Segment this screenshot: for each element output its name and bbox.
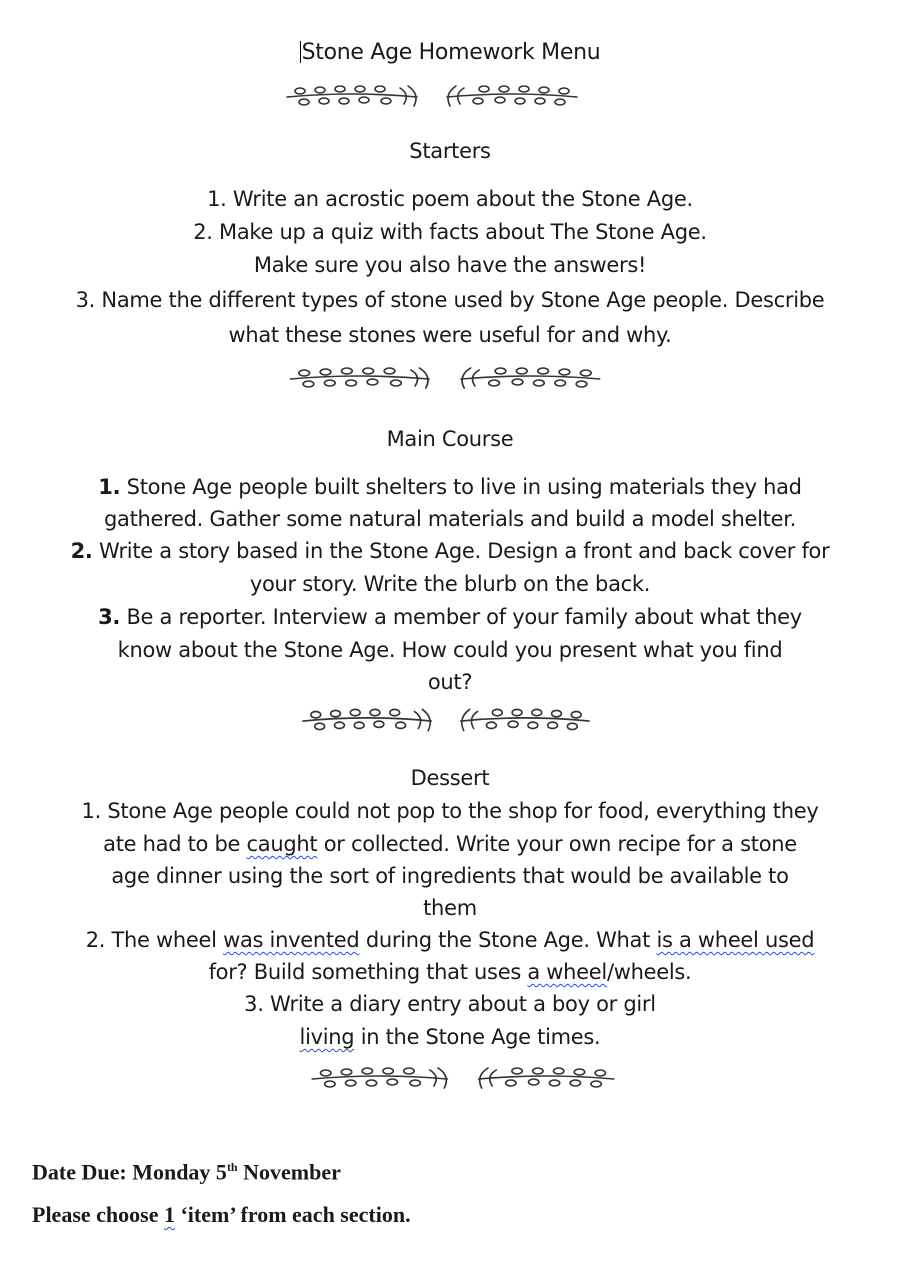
starters-item-3-cont: what these stones were useful for and why. bbox=[228, 323, 672, 347]
starters-item-2: 2. Make up a quiz with facts about The Stone Age. bbox=[193, 220, 707, 244]
main-course-item-1: 1. Stone Age people built shelters to live in using materials they had bbox=[98, 475, 802, 499]
main-course-item-3-cont: know about the Stone Age. How could you present what you find bbox=[117, 638, 783, 662]
dessert-item-1-cont2: age dinner using the sort of ingredients that would be available to bbox=[111, 864, 789, 888]
spellcheck-underline[interactable]: living bbox=[299, 1025, 355, 1049]
main-course-item-2-cont: your story. Write the blurb on the back. bbox=[249, 572, 651, 596]
dessert-item-3-cont: living in the Stone Age times. bbox=[299, 1025, 601, 1049]
laurel-vine-divider-icon bbox=[282, 80, 582, 112]
dessert-item-1: 1. Stone Age people could not pop to the shop for food, everything they bbox=[81, 799, 819, 823]
laurel-vine-divider-icon bbox=[298, 703, 594, 737]
dessert-item-2-cont: for? Build something that uses a wheel/wheels. bbox=[208, 960, 692, 984]
starters-item-1: 1. Write an acrostic poem about the Stone Age. bbox=[207, 187, 693, 211]
dessert-item-1-cont: ate had to be caught or collected. Write your own recipe for a stone bbox=[103, 832, 797, 856]
date-due: Date Due: Monday 5th November bbox=[32, 1159, 341, 1185]
main-course-heading: Main Course bbox=[386, 427, 514, 451]
main-course-item-3: 3. Be a reporter. Interview a member of your family about what they bbox=[98, 605, 802, 629]
laurel-vine-divider-icon bbox=[285, 362, 605, 394]
dessert-item-1-cont3: them bbox=[423, 896, 477, 920]
dessert-item-2: 2. The wheel was invented during the Stone Age. What is a wheel used bbox=[85, 928, 815, 952]
spellcheck-underline[interactable]: was invented bbox=[223, 928, 360, 952]
page-title: Stone Age Homework Menu bbox=[301, 40, 601, 65]
spellcheck-underline[interactable]: 1 bbox=[163, 1202, 175, 1227]
main-course-item-2: 2. Write a story based in the Stone Age. Design a front and back cover for bbox=[70, 539, 830, 563]
choose-instruction: Please choose 1 ‘item’ from each section. bbox=[32, 1202, 411, 1227]
starters-item-3: 3. Name the different types of stone used by Stone Age people. Describe bbox=[75, 288, 825, 312]
text-cursor bbox=[300, 41, 301, 63]
starters-item-2-cont: Make sure you also have the answers! bbox=[253, 253, 647, 277]
dessert-item-3: 3. Write a diary entry about a boy or girl bbox=[244, 992, 656, 1016]
main-course-item-3-cont2: out? bbox=[427, 670, 473, 694]
starters-heading: Starters bbox=[409, 139, 491, 163]
laurel-vine-divider-icon bbox=[307, 1062, 619, 1094]
spellcheck-underline[interactable]: a wheel bbox=[527, 960, 607, 984]
spellcheck-underline[interactable]: caught bbox=[246, 832, 318, 856]
main-course-item-1-cont: gathered. Gather some natural materials and build a model shelter. bbox=[103, 507, 797, 531]
spellcheck-underline[interactable]: is a wheel used bbox=[656, 928, 815, 952]
dessert-heading: Dessert bbox=[410, 766, 490, 790]
